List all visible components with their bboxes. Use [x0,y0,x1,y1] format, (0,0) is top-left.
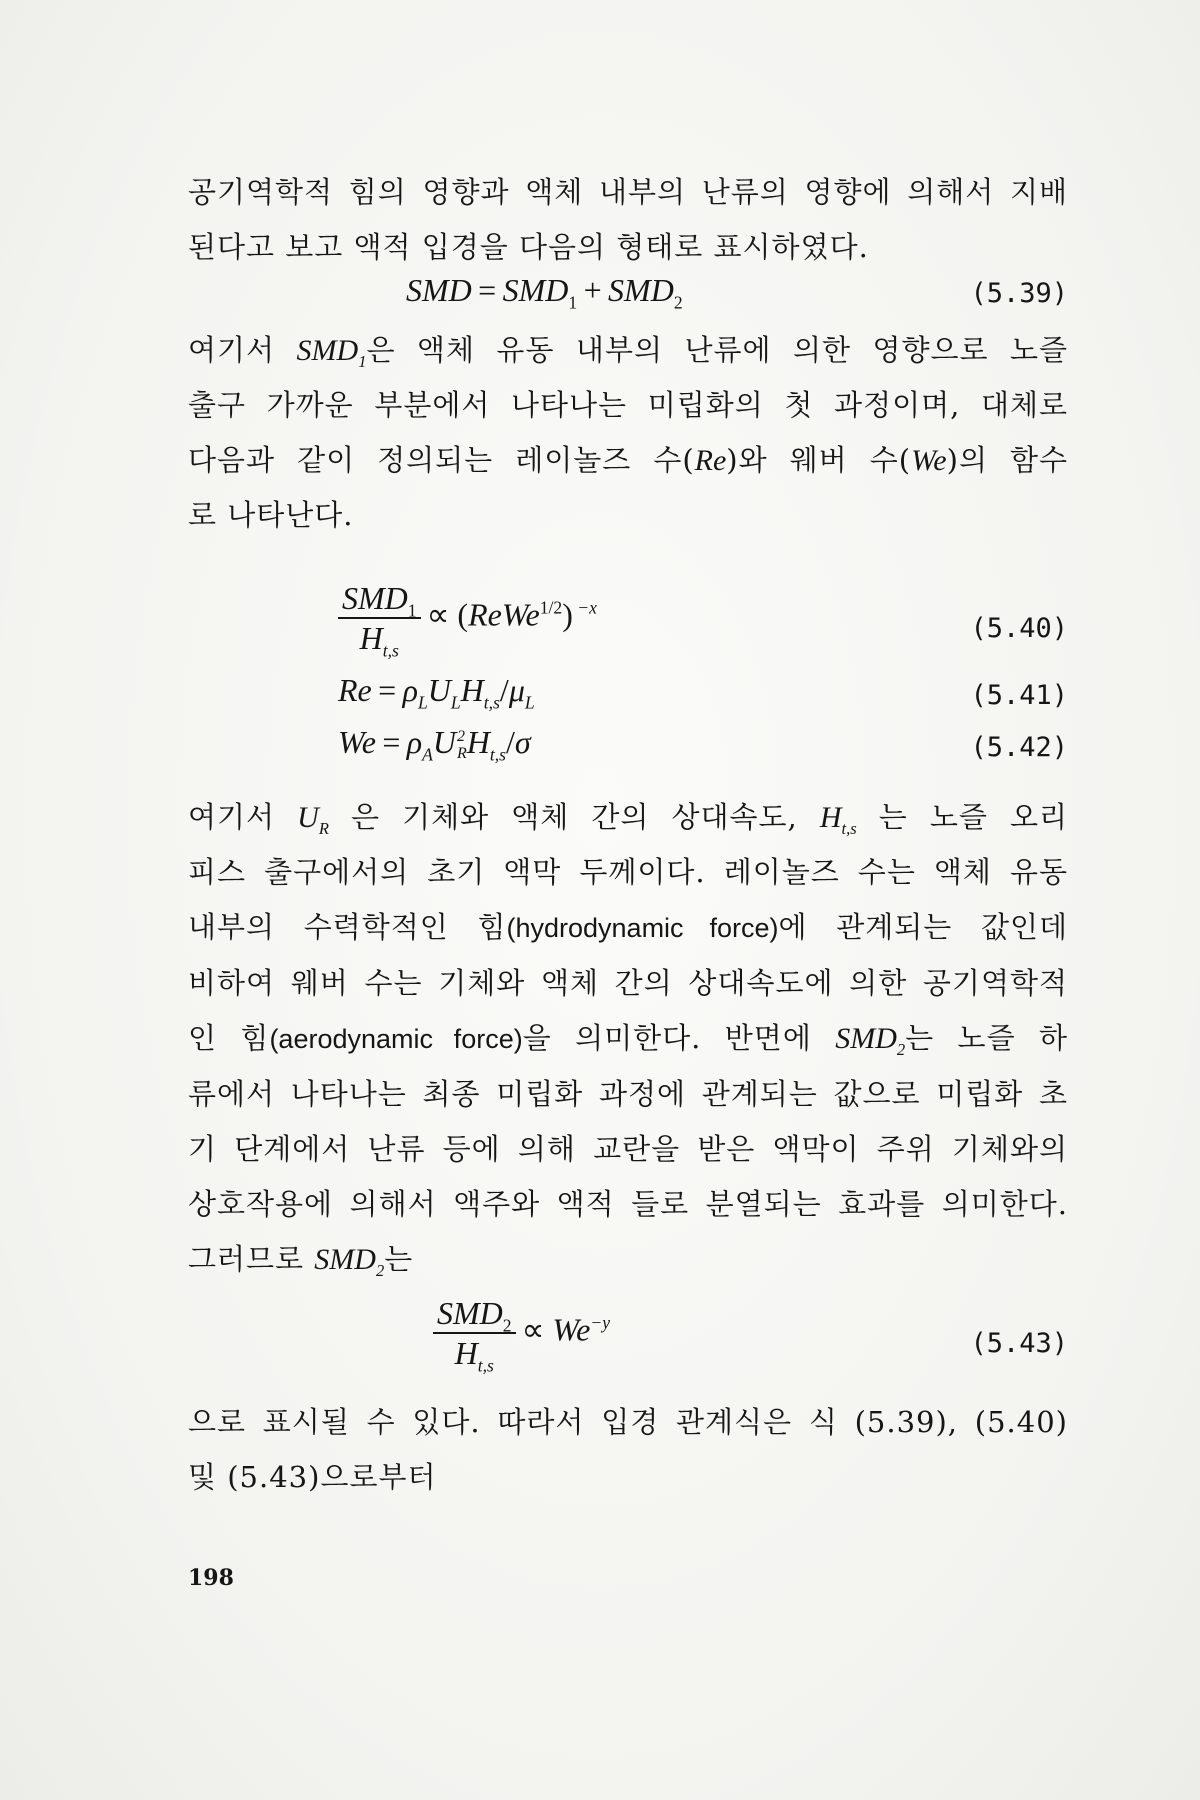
equation-body: $Re = \rho_LU_LH_{t,s}/\mu_L$ [338,672,535,713]
symbol-smd2: $SMD_2$ [835,1022,906,1059]
symbol-hts: $H_{t,s}$ [819,801,857,838]
text-line: 류에서 나타나는 최종 미립화 과정에 관계되는 값으로 미립화 초 [188,1077,1068,1111]
equation-number: (5.42) [970,732,1068,763]
equation-5-39 [188,268,1068,318]
text-line: 된다고 보고 액적 입경을 다음의 형태로 표시하였다. [188,230,869,264]
symbol-we: We [911,444,947,477]
equation-5-42 [188,722,1068,772]
equation-body: SMD = $SMD_1 + SMD_2$ [406,272,683,313]
symbol-re: Re [694,444,727,477]
equation-5-40 [188,580,1068,665]
text-line: 으로 표시될 수 있다. 따라서 입경 관계식은 식 (5.39), (5.40) [188,1405,1068,1439]
page-number: 198 [188,1565,234,1591]
equation-number: (5.41) [970,680,1068,711]
text-line: 그러므로 $SMD_2$는 [188,1242,414,1280]
paragraph-3 [188,790,1068,1287]
text-line: 여기서 $U_R$ 은 기체와 액체 간의 상대속도, $H_{t,s}$ 는 노즐 오리 [188,800,1069,838]
text-line: 출구 가까운 부분에서 나타나는 미립화의 첫 과정이며, 대체로 [188,388,1068,422]
text-line: 여기서 $SMD_1$은 액체 유동 내부의 난류에 의한 영향으로 노즐 [188,333,1069,371]
equation-body: $We = \rho_AU$ 2 R $H_{t,s}/\sigma$ [338,724,531,765]
equation-number: (5.40) [970,613,1068,644]
equation-number: (5.39) [970,278,1068,309]
equation-5-41 [188,670,1068,720]
symbol-ur: $U_R$ [297,801,329,838]
text-line: 피스 출구에서의 초기 액막 두께이다. 레이놀즈 수는 액체 유동 [188,855,1068,889]
text-line: 인 힘(aerodynamic force)을 의미한다. 반면에 $SMD_2$는 노즐 하 [188,1021,1068,1059]
text-line: 기 단계에서 난류 등에 의해 교란을 받은 액막이 주위 기체와의 [188,1132,1068,1166]
text-line: 로 나타난다. [188,498,354,532]
text-line: 상호작용에 의해서 액주와 액적 들로 분열되는 효과를 의미한다. [188,1187,1068,1221]
symbol-smd1: $SMD_1$ [296,334,367,371]
text-line: 및 (5.43)으로부터 [188,1460,437,1494]
text-line: 비하여 웨버 수는 기체와 액체 간의 상대속도에 의한 공기역학적 [188,966,1068,1000]
equation-body: $\frac{SMD_2}{H_{t,s}}$ ∝ $We^{-y}$ [433,1296,610,1370]
symbol-smd2: $SMD_2$ [314,1243,385,1280]
equation-5-43 [188,1295,1068,1380]
text-line: 공기역학적 힘의 영향과 액체 내부의 난류의 영향에 의해서 지배 [188,175,1068,209]
paragraph-4 [188,1395,1068,1505]
paragraph-2 [188,323,1068,543]
fraction: $\frac{SMD_2}{H_{t,s}}$ [433,1296,516,1370]
fraction: $\frac{SMD_1}{H_{t,s}}$ [338,581,421,655]
equation-body: $\frac{SMD_1}{H_{t,s}}$ ∝ (ReWe$^{1/2}$) $^{-x}$ [338,581,597,655]
equation-number: (5.43) [970,1328,1068,1359]
text-line: 다음과 같이 정의되는 레이놀즈 수(Re)와 웨버 수(We)의 함수 [188,443,1069,477]
intro-paragraph [188,165,1068,275]
text-line: 내부의 수력학적인 힘(hydrodynamic force)에 관계되는 값인데 [188,910,1068,944]
